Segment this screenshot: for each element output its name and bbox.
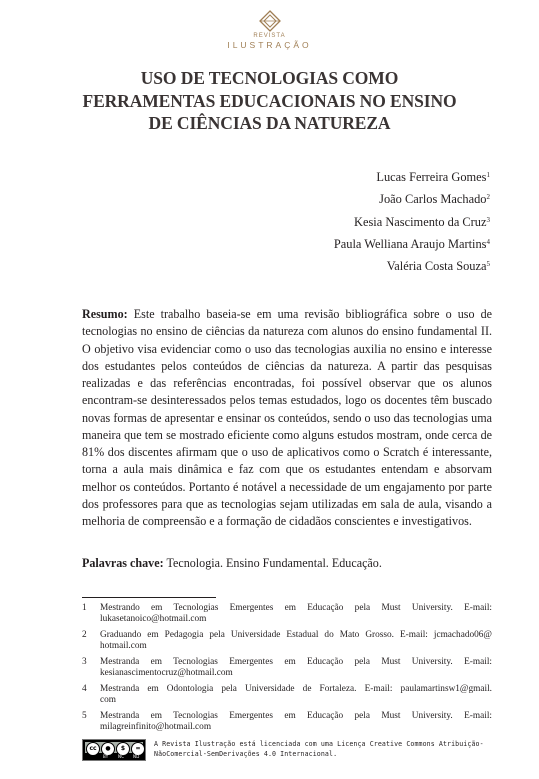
footnote-text: Mestrando em Tecnologias Emergentes em Educação pela Must University. E-mail: lukasetanoico@hotmail.com	[100, 603, 492, 624]
footnote	[82, 603, 492, 625]
email-link[interactable]: hotmail.com	[100, 641, 147, 651]
footnote-divider	[82, 597, 216, 598]
footnote-number: 2	[82, 630, 87, 640]
footnote-marker[interactable]: 4	[486, 237, 490, 246]
footnote-number: 1	[82, 603, 87, 613]
logo-big-text: ILUSTRAÇÃO	[227, 40, 312, 50]
keywords	[82, 556, 492, 571]
footnote-text: Mestranda em Tecnologias Emergentes em Educação pela Must University. E-mail: milagreinfinito@hotmail.com	[100, 711, 492, 732]
person-icon: ●	[101, 742, 115, 756]
abstract-text: Este trabalho baseia-se em uma revisão bibliográfica sobre o uso de tecnologias no ensino de ciências da natureza com alunos do ensino fundamental II. O objetivo visa evidenciar como o uso das tecnologias auxilia no ensino e interesse dos estudantes pelos conteúdos de ciências da natureza. A partir das pesquisas realizadas e das referências encontradas, foi possível observar que os alunos encontram-se desinteressados pelos temas estudados, logo os docentes têm buscado novas formas de apresentar e ensinar os conteúdos, sendo o uso das tecnologias uma maneira que tem se mostrado eficiente como alguns estudos mostram, onde cerca de 81% dos discentes afirmam que o uso de aplicativos como o Scratch é interessante, torna a aula mais dinâmica e faz com que os estudantes entendam e absorvam melhor os conteúdos. Portanto é notável a necessidade de um engajamento por parte dos professores para que as tecnologias sejam utilizadas em sala de aula, visando a melhoria de compreensão e a formação de cidadãos conscientes e investigativos.	[82, 307, 492, 528]
diamond-logo-icon	[258, 10, 282, 32]
footnote-number: 5	[82, 711, 87, 721]
logo-small-text: REVISTA	[253, 33, 286, 39]
footnote	[82, 684, 492, 706]
license-text: A Revista Ilustração está licenciada com uma Licença Creative Commons Atribuição- NãoComercial-SemDerivações 4.0 Internacional.	[154, 740, 484, 758]
footnote-text: Mestranda em Tecnologias Emergentes em Educação pela Must University. E-mail: kesianascimentocruz@hotmail.com	[100, 657, 492, 678]
abstract-label: Resumo:	[82, 307, 128, 321]
title-line: DE CIÊNCIAS DA NATUREZA	[148, 113, 391, 133]
abstract	[82, 306, 492, 530]
title-line: USO DE TECNOLOGIAS COMO	[140, 68, 399, 88]
keywords-text: Tecnologia. Ensino Fundamental. Educação.	[166, 556, 382, 570]
no-derivatives-icon: =	[131, 742, 145, 756]
author-name: Paula Welliana Araujo Martins$^4$	[333, 236, 490, 251]
author-list	[334, 166, 490, 277]
email-link[interactable]: kesianascimentocruz@hotmail.com	[100, 668, 233, 678]
no-money-icon: $	[116, 742, 130, 756]
keywords-label: Palavras chave:	[82, 556, 164, 570]
email-link[interactable]: lukasetanoico@hotmail.com	[100, 614, 207, 624]
author-name: Kesia Nascimento da Cruz$^3$	[354, 214, 490, 229]
footnote	[82, 711, 492, 733]
article-title	[40, 67, 499, 135]
email-link[interactable]: milagreinfinito@hotmail.com	[100, 722, 212, 732]
cc-icon: cc	[86, 742, 100, 756]
journal-logo	[0, 10, 539, 50]
cc-label-nd: ND	[133, 754, 140, 759]
author-name: Lucas Ferreira Gomes$^1$	[376, 170, 490, 184]
cc-label-nc: NC	[118, 754, 125, 759]
cc-license-badge[interactable]	[82, 739, 146, 761]
footnotes	[82, 603, 492, 738]
footnote	[82, 630, 492, 652]
footnote-number: 4	[82, 684, 87, 694]
footnote-text: Mestranda em Odontologia pela Universidade de Fortaleza. E-mail: paulamartinsw1@gmail. com	[100, 684, 492, 705]
footnote-text: Graduando em Pedagogia pela Universidade Estadual do Mato Grosso. E-mail: jcmachado06@ hotmail.com	[100, 630, 492, 651]
footnote-marker[interactable]: 3	[486, 215, 490, 224]
author-name: Valéria Costa Souza$^5$	[386, 259, 490, 274]
footnote-marker[interactable]: 2	[486, 193, 490, 202]
footnote-marker[interactable]: 5	[486, 260, 490, 269]
email-link[interactable]: com	[100, 695, 117, 705]
license-block	[82, 739, 492, 761]
footnote	[82, 657, 492, 679]
footnote-number: 3	[82, 657, 87, 667]
cc-label-by: BY	[103, 754, 109, 759]
title-line: FERRAMENTAS EDUCACIONAIS NO ENSINO	[82, 90, 457, 111]
author-name: João Carlos Machado$^2$	[379, 192, 490, 207]
footnote-marker[interactable]: 1	[486, 171, 490, 179]
